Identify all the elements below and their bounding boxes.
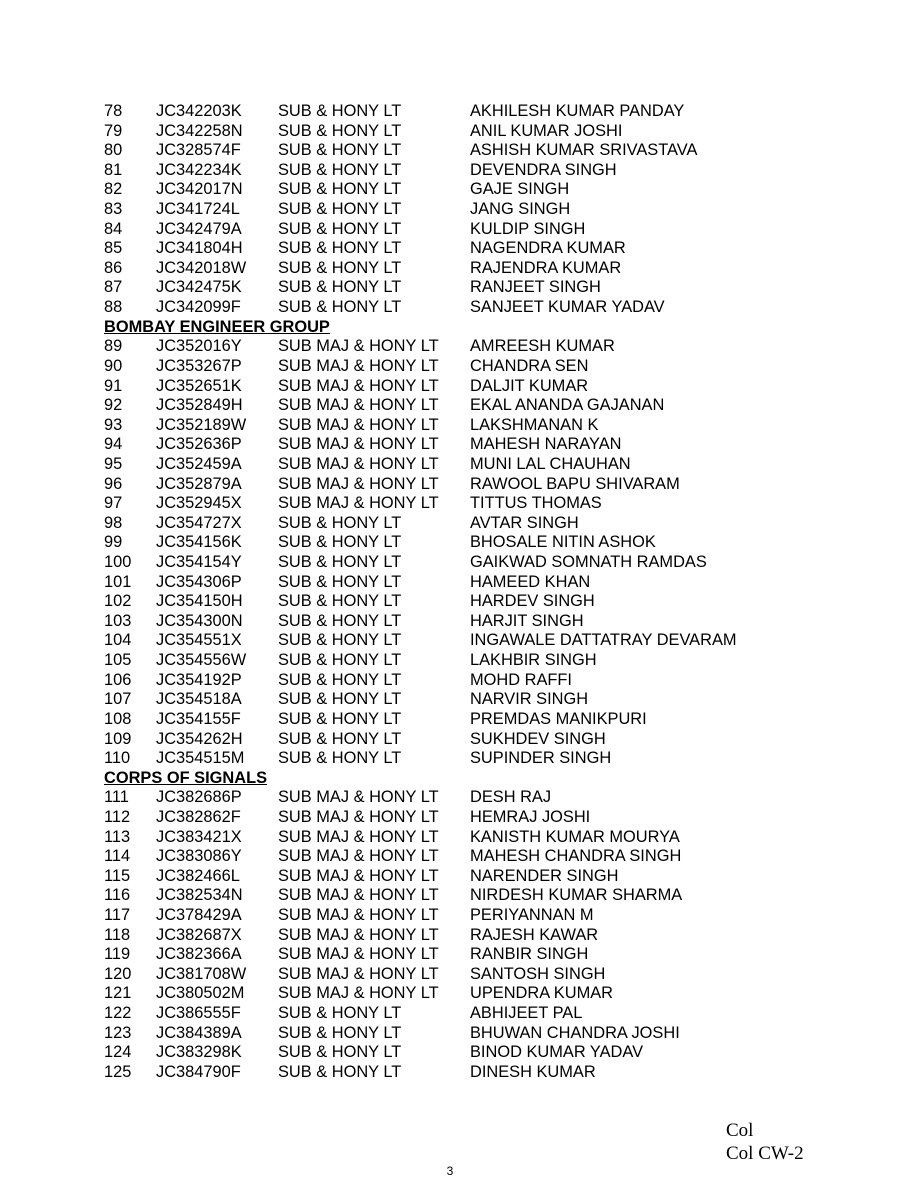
serial-number: 116: [104, 886, 131, 905]
serial-number: 79: [104, 121, 123, 140]
page-number: 3: [446, 1164, 454, 1178]
serial-number: 105: [104, 651, 132, 670]
personal-number: JC354192P: [156, 670, 242, 689]
serial-number: 114: [104, 847, 131, 866]
rank: SUB MAJ & HONY LT: [278, 435, 439, 454]
serial-number: 83: [104, 200, 123, 219]
serial-number: 99: [104, 533, 123, 552]
serial-number: 102: [104, 592, 132, 611]
rank: SUB MAJ & HONY LT: [278, 984, 439, 1003]
personal-number: JC381708W: [156, 964, 247, 983]
rank: SUB & HONY LT: [278, 670, 402, 689]
personal-number: JC382534N: [156, 886, 243, 905]
serial-number: 86: [104, 258, 123, 277]
list-row: [104, 494, 804, 514]
signature-line-2: Col CW-2: [726, 1143, 804, 1164]
name: BHUWAN CHANDRA JOSHI: [470, 1023, 680, 1042]
list-row: [104, 377, 804, 397]
list-row: [104, 710, 804, 730]
list-row: [104, 631, 804, 651]
personal-number: JC342018W: [156, 258, 247, 277]
name: HAMEED KHAN: [470, 572, 591, 591]
name: SUPINDER SINGH: [470, 749, 612, 768]
name: ASHISH KUMAR SRIVASTAVA: [470, 141, 698, 160]
serial-number: 80: [104, 141, 123, 160]
serial-number: 121: [104, 984, 132, 1003]
section-heading: BOMBAY ENGINEER GROUP: [104, 317, 330, 336]
serial-number: 91: [104, 376, 123, 395]
name: NIRDESH KUMAR SHARMA: [470, 886, 683, 905]
list-row: [104, 122, 804, 142]
list-row: [104, 239, 804, 259]
personal-number: JC384389A: [156, 1023, 242, 1042]
personal-number: JC354306P: [156, 572, 242, 591]
personal-number: JC341804H: [156, 239, 243, 258]
list-row: [104, 141, 804, 161]
rank: SUB MAJ & HONY LT: [278, 494, 439, 513]
name: CHANDRA SEN: [470, 356, 589, 375]
rank: SUB & HONY LT: [278, 592, 402, 611]
name: GAIKWAD SOMNATH RAMDAS: [470, 553, 707, 572]
list-row: [104, 220, 804, 240]
list-row: [104, 298, 804, 318]
serial-number: 100: [104, 553, 132, 572]
serial-number: 97: [104, 494, 123, 513]
serial-number: 88: [104, 298, 123, 317]
serial-number: 115: [104, 866, 131, 885]
list-row: [104, 435, 804, 455]
name: RAJENDRA KUMAR: [470, 258, 622, 277]
rank: SUB & HONY LT: [278, 141, 402, 160]
rank: SUB MAJ & HONY LT: [278, 337, 439, 356]
personal-number: JC382862F: [156, 807, 241, 826]
rank: SUB & HONY LT: [278, 1043, 402, 1062]
rank: SUB MAJ & HONY LT: [278, 964, 439, 983]
personal-number: JC342017N: [156, 180, 243, 199]
rank: SUB & HONY LT: [278, 1062, 402, 1081]
rank: SUB MAJ & HONY LT: [278, 807, 439, 826]
list-row: [104, 945, 804, 965]
serial-number: 78: [104, 102, 123, 120]
personal-number: JC328574F: [156, 141, 241, 160]
list-row: [104, 259, 804, 279]
name: MAHESH NARAYAN: [470, 435, 622, 454]
name: SANJEET KUMAR YADAV: [470, 298, 665, 317]
serial-number: 111: [104, 788, 129, 807]
rank: SUB MAJ & HONY LT: [278, 866, 439, 885]
personal-number: JC352849H: [156, 396, 243, 415]
personal-number: JC352459A: [156, 454, 242, 473]
list-row: [104, 592, 804, 612]
name: AKHILESH KUMAR PANDAY: [470, 102, 685, 120]
rank: SUB & HONY LT: [278, 278, 402, 297]
personal-number: JC354300N: [156, 611, 243, 630]
name: RAJESH KAWAR: [470, 925, 599, 944]
list-row: [104, 553, 804, 573]
rank: SUB MAJ & HONY LT: [278, 925, 439, 944]
personal-number: JC352016Y: [156, 337, 242, 356]
serial-number: 94: [104, 435, 123, 454]
personal-number: JC342479A: [156, 219, 242, 238]
rank: SUB MAJ & HONY LT: [278, 945, 439, 964]
name: JANG SINGH: [470, 200, 571, 219]
rank: SUB MAJ & HONY LT: [278, 376, 439, 395]
name: BHOSALE NITIN ASHOK: [470, 533, 656, 552]
rank: SUB & HONY LT: [278, 572, 402, 591]
name: PREMDAS MANIKPURI: [470, 709, 647, 728]
serial-number: 90: [104, 356, 123, 375]
personal-number: JC380502M: [156, 984, 245, 1003]
name: LAKSHMANAN K: [470, 415, 599, 434]
personal-number: JC354156K: [156, 533, 242, 552]
name: GAJE SINGH: [470, 180, 570, 199]
serial-number: 85: [104, 239, 123, 258]
personal-number: JC354551X: [156, 631, 242, 650]
rank: SUB & HONY LT: [278, 180, 402, 199]
name: MUNI LAL CHAUHAN: [470, 454, 631, 473]
list-row: [104, 573, 804, 593]
rank: SUB & HONY LT: [278, 1023, 402, 1042]
serial-number: 98: [104, 513, 123, 532]
rank: SUB MAJ & HONY LT: [278, 415, 439, 434]
rank: SUB MAJ & HONY LT: [278, 474, 439, 493]
rank: SUB & HONY LT: [278, 749, 402, 768]
list-row: [104, 180, 804, 200]
rank: SUB & HONY LT: [278, 102, 402, 120]
name: SANTOSH SINGH: [470, 964, 606, 983]
serial-number: 117: [104, 905, 131, 924]
serial-number: 119: [104, 945, 131, 964]
list-row: [104, 337, 804, 357]
serial-number: 84: [104, 219, 123, 238]
serial-number: 113: [104, 827, 131, 846]
personal-number: JC342258N: [156, 121, 243, 140]
name: KULDIP SINGH: [470, 219, 586, 238]
personal-number: JC354556W: [156, 651, 247, 670]
name: HARJIT SINGH: [470, 611, 584, 630]
serial-number: 123: [104, 1023, 132, 1042]
rank: SUB & HONY LT: [278, 258, 402, 277]
list-row: [104, 788, 804, 808]
list-row: [104, 926, 804, 946]
personal-number: JC354154Y: [156, 553, 242, 572]
name: RANJEET SINGH: [470, 278, 601, 297]
list-row: [104, 475, 804, 495]
serial-number: 82: [104, 180, 123, 199]
section-heading: CORPS OF SIGNALS: [104, 768, 268, 787]
rank: SUB MAJ & HONY LT: [278, 905, 439, 924]
rank: SUB & HONY LT: [278, 1004, 402, 1023]
name: RANBIR SINGH: [470, 945, 589, 964]
list-row: [104, 1004, 804, 1024]
serial-number: 122: [104, 1004, 132, 1023]
list-row: [104, 533, 804, 553]
name: NARVIR SINGH: [470, 690, 589, 709]
list-row: [104, 200, 804, 220]
name: DALJIT KUMAR: [470, 376, 589, 395]
rank: SUB MAJ & HONY LT: [278, 847, 439, 866]
list-row: [104, 906, 804, 926]
personal-number: JC341724L: [156, 200, 240, 219]
rank: SUB MAJ & HONY LT: [278, 356, 439, 375]
serial-number: 93: [104, 415, 123, 434]
personal-number: JC378429A: [156, 905, 242, 924]
rank: SUB & HONY LT: [278, 690, 402, 709]
name: ABHIJEET PAL: [470, 1004, 583, 1023]
name: BINOD KUMAR YADAV: [470, 1043, 644, 1062]
list-row: [104, 847, 804, 867]
personal-number: JC383086Y: [156, 847, 242, 866]
name: ANIL KUMAR JOSHI: [470, 121, 623, 140]
personnel-list: [104, 102, 804, 1082]
rank: SUB MAJ & HONY LT: [278, 396, 439, 415]
name: HARDEV SINGH: [470, 592, 595, 611]
serial-number: 107: [104, 690, 132, 709]
name: HEMRAJ JOSHI: [470, 807, 591, 826]
list-row: [104, 357, 804, 377]
name: DINESH KUMAR: [470, 1062, 596, 1081]
personal-number: JC342099F: [156, 298, 241, 317]
name: NAGENDRA KUMAR: [470, 239, 626, 258]
list-row: [104, 161, 804, 181]
serial-number: 109: [104, 729, 132, 748]
personal-number: JC352879A: [156, 474, 242, 493]
serial-number: 118: [104, 925, 131, 944]
signature-block: [726, 1119, 804, 1165]
list-row: [104, 671, 804, 691]
name: TITTUS THOMAS: [470, 494, 602, 513]
personal-number: JC384790F: [156, 1062, 241, 1081]
name: EKAL ANANDA GAJANAN: [470, 396, 665, 415]
rank: SUB & HONY LT: [278, 533, 402, 552]
rank: SUB & HONY LT: [278, 631, 402, 650]
serial-number: 110: [104, 749, 131, 768]
rank: SUB & HONY LT: [278, 553, 402, 572]
personal-number: JC382686P: [156, 788, 242, 807]
personal-number: JC342203K: [156, 102, 242, 120]
list-row: [104, 455, 804, 475]
name: DEVENDRA SINGH: [470, 160, 617, 179]
personal-number: JC353267P: [156, 356, 242, 375]
rank: SUB & HONY LT: [278, 219, 402, 238]
rank: SUB & HONY LT: [278, 298, 402, 317]
list-row: [104, 808, 804, 828]
rank: SUB & HONY LT: [278, 121, 402, 140]
personal-number: JC352945X: [156, 494, 242, 513]
rank: SUB MAJ & HONY LT: [278, 454, 439, 473]
list-row: [104, 690, 804, 710]
serial-number: 103: [104, 611, 132, 630]
personal-number: JC382466L: [156, 866, 240, 885]
serial-number: 104: [104, 631, 132, 650]
list-row: [104, 730, 804, 750]
serial-number: 92: [104, 396, 123, 415]
name: SUKHDEV SINGH: [470, 729, 606, 748]
name: UPENDRA KUMAR: [470, 984, 613, 1003]
rank: SUB & HONY LT: [278, 709, 402, 728]
list-row: [104, 828, 804, 848]
rank: SUB & HONY LT: [278, 729, 402, 748]
rank: SUB MAJ & HONY LT: [278, 827, 439, 846]
serial-number: 124: [104, 1043, 132, 1062]
name: NARENDER SINGH: [470, 866, 619, 885]
serial-number: 108: [104, 709, 132, 728]
serial-number: 87: [104, 278, 123, 297]
name: DESH RAJ: [470, 788, 552, 807]
rank: SUB & HONY LT: [278, 513, 402, 532]
personal-number: JC342234K: [156, 160, 242, 179]
serial-number: 101: [104, 572, 132, 591]
list-row: [104, 396, 804, 416]
personal-number: JC352651K: [156, 376, 242, 395]
list-row: [104, 984, 804, 1004]
name: PERIYANNAN M: [470, 905, 594, 924]
personal-number: JC354150H: [156, 592, 243, 611]
serial-number: 81: [104, 160, 123, 179]
personal-number: JC354515M: [156, 749, 245, 768]
rank: SUB & HONY LT: [278, 239, 402, 258]
name: KANISTH KUMAR MOURYA: [470, 827, 680, 846]
list-row: [104, 886, 804, 906]
list-row: [104, 1024, 804, 1044]
serial-number: 95: [104, 454, 123, 473]
personal-number: JC354155F: [156, 709, 241, 728]
serial-number: 106: [104, 670, 132, 689]
personal-number: JC386555F: [156, 1004, 241, 1023]
signature-line-1: Col: [726, 1120, 754, 1141]
serial-number: 120: [104, 964, 132, 983]
personal-number: JC383298K: [156, 1043, 242, 1062]
personal-number: JC382687X: [156, 925, 242, 944]
personal-number: JC382366A: [156, 945, 242, 964]
list-row: [104, 1043, 804, 1063]
list-row: [104, 965, 804, 985]
name: AVTAR SINGH: [470, 513, 579, 532]
name: RAWOOL BAPU SHIVARAM: [470, 474, 680, 493]
name: MOHD RAFFI: [470, 670, 572, 689]
list-row: [104, 749, 804, 769]
rank: SUB MAJ & HONY LT: [278, 886, 439, 905]
personal-number: JC354518A: [156, 690, 242, 709]
rank: SUB & HONY LT: [278, 651, 402, 670]
personal-number: JC342475K: [156, 278, 242, 297]
personal-number: JC354727X: [156, 513, 242, 532]
list-row: [104, 102, 804, 122]
personal-number: JC352189W: [156, 415, 247, 434]
name: INGAWALE DATTATRAY DEVARAM: [470, 631, 737, 650]
personal-number: JC354262H: [156, 729, 243, 748]
list-row: [104, 1063, 804, 1083]
rank: SUB & HONY LT: [278, 160, 402, 179]
rank: SUB & HONY LT: [278, 611, 402, 630]
list-row: [104, 612, 804, 632]
list-row: [104, 867, 804, 887]
list-row: [104, 514, 804, 534]
serial-number: 96: [104, 474, 123, 493]
rank: SUB & HONY LT: [278, 200, 402, 219]
personal-number: JC352636P: [156, 435, 242, 454]
rank: SUB MAJ & HONY LT: [278, 788, 439, 807]
list-row: [104, 651, 804, 671]
serial-number: 89: [104, 337, 123, 356]
name: MAHESH CHANDRA SINGH: [470, 847, 682, 866]
name: AMREESH KUMAR: [470, 337, 615, 356]
serial-number: 112: [104, 807, 131, 826]
serial-number: 125: [104, 1062, 132, 1081]
name: LAKHBIR SINGH: [470, 651, 597, 670]
list-row: [104, 278, 804, 298]
list-row: [104, 416, 804, 436]
personal-number: JC383421X: [156, 827, 242, 846]
